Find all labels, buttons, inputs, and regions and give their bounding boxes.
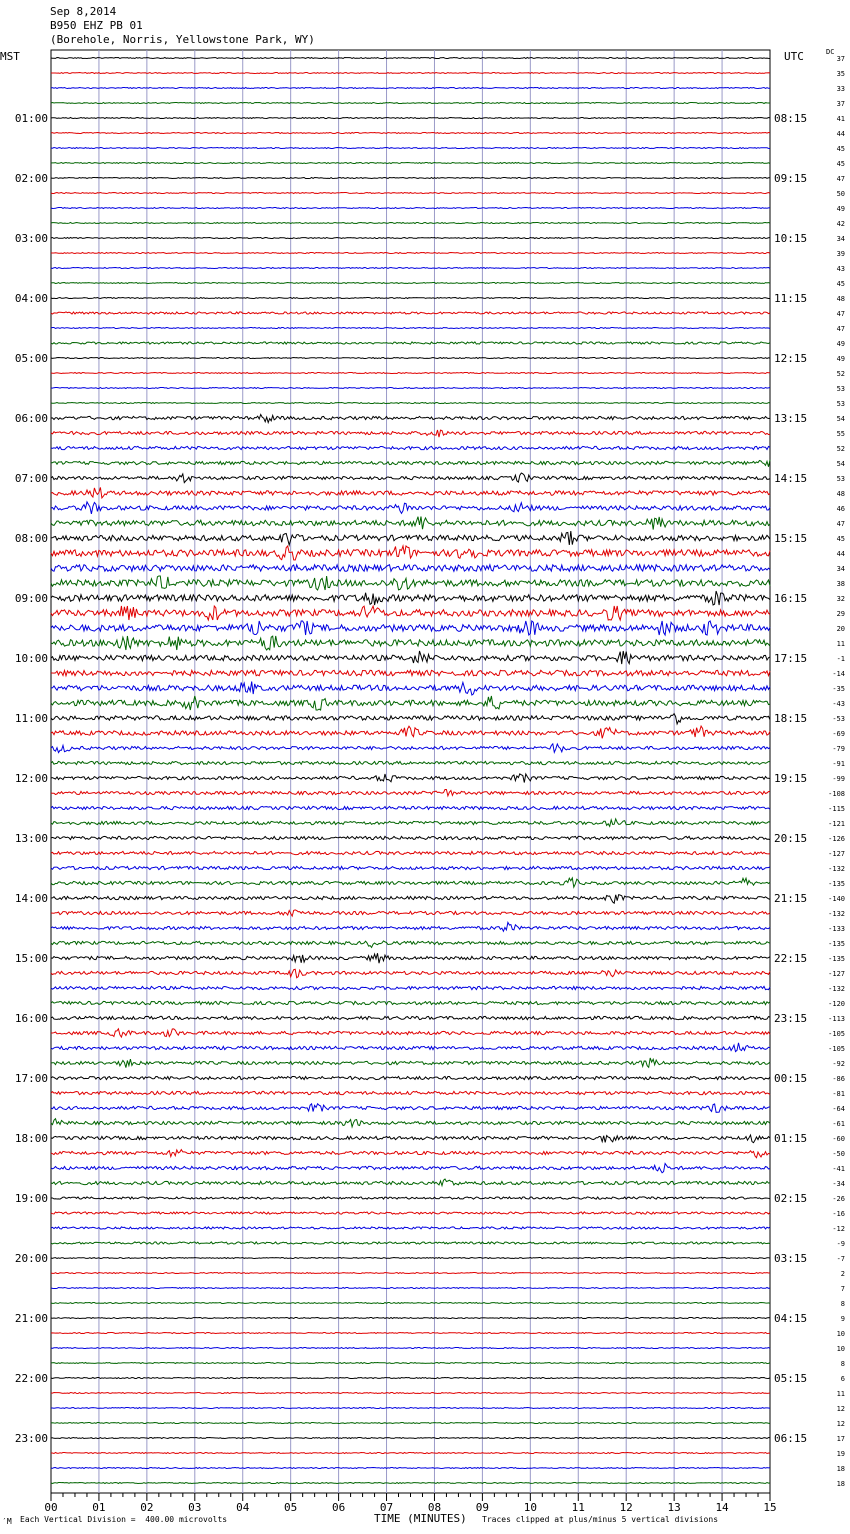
seismic-trace [51, 1438, 770, 1439]
seismic-trace [51, 878, 770, 887]
left-hour-label: 22:00 [14, 1372, 48, 1385]
seismic-trace [51, 621, 770, 635]
dc-offset-label: 37 [836, 100, 845, 108]
right-hour-label: 08:15 [774, 112, 808, 125]
seismic-trace [51, 922, 770, 931]
seismic-trace [51, 1150, 770, 1158]
dc-offset-label: 20 [836, 625, 845, 633]
dc-offset-label: 47 [836, 325, 845, 333]
dc-offset-label: 8 [840, 1360, 845, 1368]
plot-frame [51, 50, 770, 1493]
left-hour-label: 16:00 [14, 1012, 48, 1025]
seismic-trace [51, 606, 770, 620]
dc-offset-label: -61 [832, 1120, 845, 1128]
right-hour-label: 01:15 [774, 1132, 808, 1145]
dc-offset-label: 53 [836, 475, 845, 483]
seismic-trace [51, 1135, 770, 1143]
dc-offset-label: 39 [836, 250, 845, 258]
seismic-trace [51, 546, 770, 560]
left-hour-label: 10:00 [14, 652, 48, 665]
dc-offset-label: -99 [832, 775, 845, 783]
left-hour-label: 11:00 [14, 712, 48, 725]
x-tick-label: 15 [763, 1501, 777, 1514]
left-hour-label: 01:00 [14, 112, 48, 125]
seismic-trace [51, 565, 770, 572]
left-hour-label: 07:00 [14, 472, 48, 485]
dc-offset-label: 54 [836, 460, 845, 468]
seismic-trace [51, 969, 770, 978]
dc-offset-label: -64 [832, 1105, 845, 1113]
seismic-trace [51, 910, 770, 916]
dc-offset-label: -14 [832, 670, 845, 678]
dc-offset-label: 18 [836, 1480, 845, 1488]
dc-column-label: DC [826, 48, 835, 56]
seismic-trace [51, 1058, 770, 1068]
x-tick-label: 12 [619, 1501, 633, 1514]
seismic-trace [51, 283, 770, 284]
dc-offset-label: 53 [836, 385, 845, 393]
left-hour-label: 14:00 [14, 892, 48, 905]
dc-offset-label: -7 [836, 1255, 845, 1263]
seismic-trace [51, 851, 770, 854]
left-hour-label: 19:00 [14, 1192, 48, 1205]
dc-offset-label: -16 [832, 1210, 845, 1218]
dc-offset-label: 47 [836, 520, 845, 528]
dc-offset-label: 42 [836, 220, 845, 228]
left-hour-label: 12:00 [14, 772, 48, 785]
dc-offset-label: 46 [836, 505, 845, 513]
right-hour-label: 06:15 [774, 1432, 808, 1445]
x-tick-label: 09 [475, 1501, 490, 1514]
right-timezone-label: UTC [784, 50, 804, 63]
dc-offset-label: 49 [836, 355, 845, 363]
dc-offset-label: -1 [836, 655, 845, 663]
dc-offset-label: -69 [832, 730, 845, 738]
left-hour-label: 09:00 [14, 592, 48, 605]
right-hour-label: 18:15 [774, 712, 808, 725]
seismic-trace [51, 1001, 770, 1004]
left-hour-label: 06:00 [14, 412, 48, 425]
dc-offset-label: 6 [840, 1375, 845, 1383]
dc-offset-label: 45 [836, 535, 845, 543]
seismic-trace [51, 806, 770, 809]
dc-offset-label: -92 [832, 1060, 845, 1068]
seismic-trace [51, 193, 770, 194]
dc-offset-label: 10 [836, 1345, 845, 1353]
x-tick-label: 05 [284, 1501, 298, 1514]
seismic-trace [51, 208, 770, 209]
dc-offset-label: 29 [836, 610, 845, 618]
seismic-trace [51, 373, 770, 374]
right-hour-label: 12:15 [774, 352, 808, 365]
dc-offset-label: 19 [836, 1450, 845, 1458]
seismic-trace [51, 502, 770, 514]
left-hour-label: 05:00 [14, 352, 48, 365]
right-hour-label: 03:15 [774, 1252, 808, 1265]
seismic-trace [51, 953, 770, 963]
dc-offset-label: -9 [836, 1240, 845, 1248]
dc-offset-label: 11 [836, 640, 845, 648]
dc-offset-label: 41 [836, 115, 845, 123]
dc-offset-label: -35 [832, 685, 845, 693]
dc-offset-label: -50 [832, 1150, 845, 1158]
seismic-trace [51, 1016, 770, 1019]
dc-offset-label: -135 [828, 880, 845, 888]
seismic-trace [51, 1363, 770, 1364]
right-hour-label: 17:15 [774, 652, 808, 665]
seismic-trace [51, 178, 770, 179]
x-tick-label: 11 [571, 1501, 585, 1514]
dc-offset-label: 48 [836, 295, 845, 303]
seismic-trace [51, 682, 770, 696]
dc-offset-label: 35 [836, 70, 845, 78]
seismic-trace [51, 238, 770, 239]
dc-offset-label: -132 [828, 985, 845, 993]
seismic-trace [51, 103, 770, 104]
seismic-trace [51, 298, 770, 299]
seismic-trace [51, 1179, 770, 1186]
left-hour-label: 08:00 [14, 532, 48, 545]
seismic-trace [51, 1258, 770, 1259]
dc-offset-label: -108 [828, 790, 845, 798]
seismic-trace [51, 986, 770, 989]
dc-offset-label: 53 [836, 400, 845, 408]
x-tick-label: 00 [44, 1501, 58, 1514]
left-hour-label: 03:00 [14, 232, 48, 245]
right-hour-label: 22:15 [774, 952, 808, 965]
dc-offset-label: 49 [836, 205, 845, 213]
left-hour-label: 15:00 [14, 952, 48, 965]
dc-offset-label: -60 [832, 1135, 845, 1143]
dc-offset-label: -79 [832, 745, 845, 753]
header-station: B950 EHZ PB 01 [50, 19, 143, 32]
dc-offset-label: -12 [832, 1225, 845, 1233]
dc-offset-label: 48 [836, 490, 845, 498]
right-hour-label: 05:15 [774, 1372, 808, 1385]
dc-offset-label: -132 [828, 865, 845, 873]
dc-offset-label: -135 [828, 940, 845, 948]
seismic-trace [51, 1348, 770, 1349]
dc-offset-label: 44 [836, 550, 845, 558]
trace-group [51, 58, 770, 1484]
seismic-trace [51, 1303, 770, 1304]
dc-offset-label: -121 [828, 820, 845, 828]
x-tick-label: 04 [236, 1501, 250, 1514]
x-axis-title: TIME (MINUTES) [374, 1512, 467, 1525]
dc-offset-label: -105 [828, 1030, 845, 1038]
footer-clip-note: Traces clipped at plus/minus 5 vertical divisions [482, 1515, 719, 1524]
dc-offset-label: 9 [840, 1315, 845, 1323]
dc-offset-label: 11 [836, 1390, 845, 1398]
header-date: Sep 8,2014 [50, 5, 117, 18]
seismic-trace [51, 866, 770, 869]
x-tick-label: 06 [331, 1501, 346, 1514]
x-tick-label: 10 [523, 1501, 537, 1514]
left-hour-label: 04:00 [14, 292, 48, 305]
x-tick-label: 02 [140, 1501, 154, 1514]
seismic-trace [51, 358, 770, 359]
dc-offset-label: 12 [836, 1420, 845, 1428]
seismic-trace [51, 895, 770, 904]
dc-offset-label: -41 [832, 1165, 845, 1173]
seismic-trace [51, 836, 770, 839]
left-hour-label: 23:00 [14, 1432, 48, 1445]
seismic-trace [51, 1318, 770, 1319]
seismic-trace [51, 342, 770, 344]
seismic-trace [51, 636, 770, 650]
seismic-trace [51, 1483, 770, 1484]
x-tick-label: 14 [715, 1501, 729, 1514]
footer-corner-mark: ′M [2, 1517, 12, 1526]
dc-offset-label: 50 [836, 190, 845, 198]
x-tick-label: 08 [427, 1501, 442, 1514]
right-hour-label: 13:15 [774, 412, 808, 425]
seismic-trace [51, 761, 770, 764]
seismic-trace [51, 517, 770, 530]
dc-offset-label: 8 [840, 1300, 845, 1308]
seismic-trace [51, 1453, 770, 1454]
footer-scale-note: Each Vertical Division = 400.00 microvolts [20, 1515, 228, 1524]
dc-offset-label: 34 [836, 235, 845, 243]
seismic-trace [51, 1212, 770, 1214]
x-tick-label: 13 [667, 1501, 681, 1514]
seismic-trace [51, 1029, 770, 1037]
dc-offset-label: 45 [836, 145, 845, 153]
dc-offset-label: -135 [828, 955, 845, 963]
seismic-trace [51, 670, 770, 675]
left-hour-label: 18:00 [14, 1132, 48, 1145]
seismic-trace [51, 1273, 770, 1274]
right-hour-label: 21:15 [774, 892, 808, 905]
dc-offset-label: 17 [836, 1435, 845, 1443]
seismic-trace [51, 714, 770, 724]
dc-offset-label: 33 [836, 85, 845, 93]
dc-offset-label: 10 [836, 1330, 845, 1338]
dc-offset-label: -127 [828, 850, 845, 858]
dc-offset-label: 52 [836, 445, 845, 453]
seismic-trace [51, 163, 770, 164]
seismic-trace [51, 430, 770, 437]
seismic-trace [51, 726, 770, 738]
right-hour-label: 20:15 [774, 832, 808, 845]
right-hour-label: 15:15 [774, 532, 808, 545]
dc-offset-label: -115 [828, 805, 845, 813]
seismic-trace [51, 460, 770, 467]
left-hour-label: 20:00 [14, 1252, 48, 1265]
header-location: (Borehole, Norris, Yellowstone Park, WY) [50, 33, 315, 46]
dc-offset-label: -34 [832, 1180, 845, 1188]
label-group [15, 55, 845, 1514]
seismic-trace [51, 1408, 770, 1409]
seismic-trace [51, 1468, 770, 1469]
seismic-trace [51, 696, 770, 710]
seismic-trace [51, 1378, 770, 1379]
dc-offset-label: 38 [836, 580, 845, 588]
dc-offset-label: -127 [828, 970, 845, 978]
seismic-trace [51, 591, 770, 605]
dc-offset-label: 55 [836, 430, 845, 438]
seismic-trace [51, 73, 770, 74]
seismic-trace [51, 88, 770, 89]
dc-offset-label: -132 [828, 910, 845, 918]
dc-offset-label: 52 [836, 370, 845, 378]
dc-offset-label: 44 [836, 130, 845, 138]
seismic-trace [51, 1333, 770, 1334]
seismic-trace [51, 531, 770, 545]
dc-offset-label: 47 [836, 310, 845, 318]
dc-offset-label: -120 [828, 1000, 845, 1008]
seismic-trace [51, 1091, 770, 1094]
left-hour-label: 17:00 [14, 1072, 48, 1085]
seismic-trace [51, 819, 770, 827]
seismic-trace [51, 1076, 770, 1079]
seismic-trace [51, 415, 770, 423]
seismic-trace [51, 473, 770, 483]
seismic-trace [51, 403, 770, 404]
dc-offset-label: 32 [836, 595, 845, 603]
right-hour-label: 02:15 [774, 1192, 808, 1205]
seismic-trace [51, 312, 770, 314]
seismic-trace [51, 1119, 770, 1127]
dc-offset-label: 18 [836, 1465, 845, 1473]
seismic-trace [51, 1393, 770, 1394]
dc-offset-label: -86 [832, 1075, 845, 1083]
left-hour-label: 13:00 [14, 832, 48, 845]
dc-offset-label: -81 [832, 1090, 845, 1098]
right-hour-label: 09:15 [774, 172, 808, 185]
seismic-trace [51, 388, 770, 389]
dc-offset-label: 45 [836, 160, 845, 168]
dc-offset-label: 54 [836, 415, 845, 423]
right-hour-label: 16:15 [774, 592, 808, 605]
seismic-trace [51, 446, 770, 449]
dc-offset-label: -53 [832, 715, 845, 723]
dc-offset-label: -140 [828, 895, 845, 903]
dc-offset-label: -133 [828, 925, 845, 933]
seismic-trace [51, 774, 770, 783]
seismic-trace [51, 118, 770, 119]
dc-offset-label: 49 [836, 340, 845, 348]
x-tick-label: 01 [92, 1501, 106, 1514]
seismic-trace [51, 1043, 770, 1052]
seismic-trace [51, 1197, 770, 1199]
dc-offset-label: 12 [836, 1405, 845, 1413]
seismic-trace [51, 1288, 770, 1289]
seismic-trace [51, 576, 770, 590]
dc-offset-label: -105 [828, 1045, 845, 1053]
x-tick-label: 07 [379, 1501, 394, 1514]
dc-offset-label: 37 [836, 55, 845, 63]
seismic-trace [51, 1242, 770, 1244]
dc-offset-label: 2 [840, 1270, 845, 1278]
right-hour-label: 10:15 [774, 232, 808, 245]
seismic-trace [51, 1164, 770, 1173]
right-hour-label: 00:15 [774, 1072, 808, 1085]
seismic-trace [51, 941, 770, 948]
right-hour-label: 19:15 [774, 772, 808, 785]
dc-offset-label: 45 [836, 280, 845, 288]
seismic-trace [51, 328, 770, 329]
x-tick-label: 03 [188, 1501, 202, 1514]
seismic-trace [51, 133, 770, 134]
right-hour-label: 14:15 [774, 472, 808, 485]
seismic-trace [51, 253, 770, 254]
seismic-trace [51, 268, 770, 269]
seismic-trace [51, 744, 770, 753]
dc-offset-label: -126 [828, 835, 845, 843]
left-hour-label: 21:00 [14, 1312, 48, 1325]
left-hour-label: 02:00 [14, 172, 48, 185]
right-hour-label: 11:15 [774, 292, 808, 305]
dc-offset-label: -43 [832, 700, 845, 708]
seismic-trace [51, 487, 770, 498]
seismic-trace [51, 651, 770, 664]
seismic-trace [51, 790, 770, 796]
seismic-trace [51, 1423, 770, 1424]
dc-offset-label: 7 [840, 1285, 845, 1293]
dc-offset-label: -113 [828, 1015, 845, 1023]
seismic-trace [51, 1104, 770, 1113]
dc-offset-label: 34 [836, 565, 845, 573]
seismic-trace [51, 58, 770, 59]
seismic-trace [51, 148, 770, 149]
left-timezone-label: MST [0, 50, 20, 63]
seismic-trace [51, 1227, 770, 1229]
dc-offset-label: -91 [832, 760, 845, 768]
dc-offset-label: -26 [832, 1195, 845, 1203]
dc-offset-label: 43 [836, 265, 845, 273]
seismic-trace [51, 223, 770, 224]
right-hour-label: 04:15 [774, 1312, 808, 1325]
right-hour-label: 23:15 [774, 1012, 808, 1025]
dc-offset-label: 47 [836, 175, 845, 183]
